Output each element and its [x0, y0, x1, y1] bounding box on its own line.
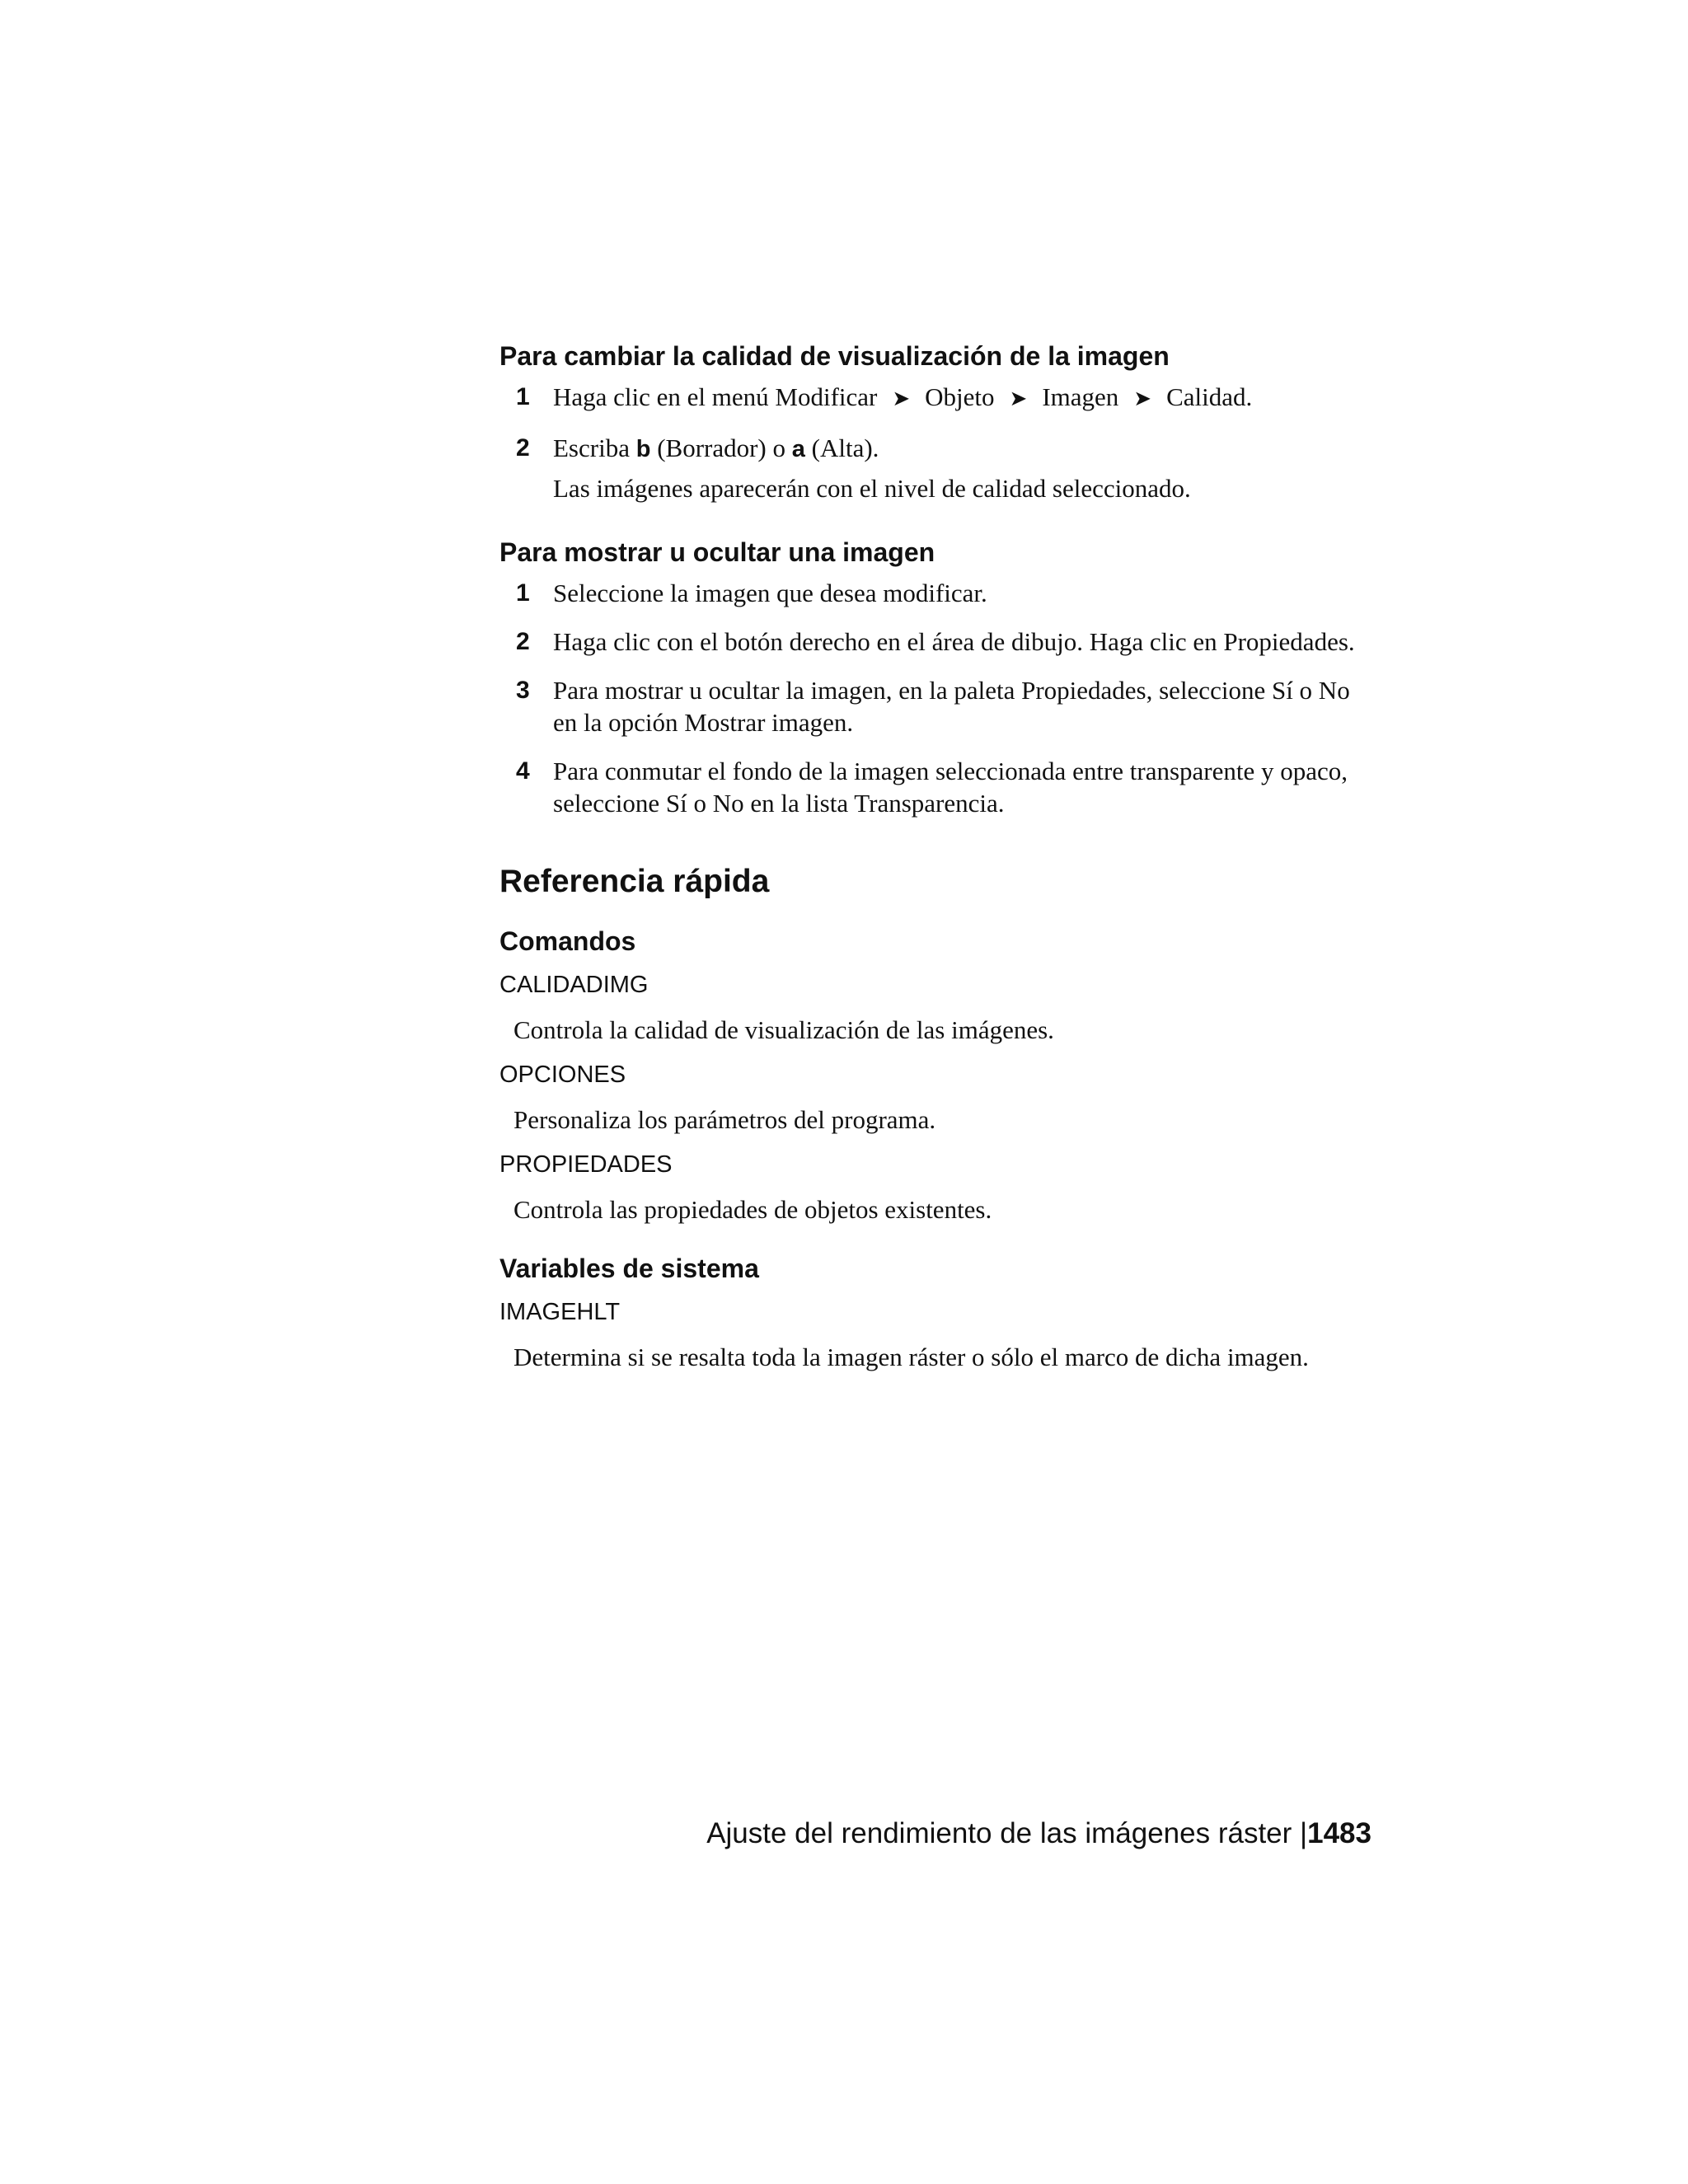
step-number: 2	[516, 628, 530, 655]
menu-arrow-icon: ➤	[892, 387, 911, 411]
step-number: 2	[516, 434, 530, 462]
variable-name: IMAGEHLT	[499, 1299, 621, 1325]
footer-chapter-title: Ajuste del rendimiento de las imágenes ráster	[706, 1817, 1292, 1849]
step-text: Seleccione la imagen que desea modificar.	[553, 579, 987, 607]
step-text-b: (Borrador) o	[657, 434, 785, 462]
step-text-start: Haga clic en el menú Modificar	[553, 382, 878, 411]
page-number: 1483	[1307, 1817, 1372, 1849]
step-number: 1	[516, 579, 530, 607]
step-text-c: (Alta).	[811, 434, 879, 462]
step-text: Para conmutar el fondo de la imagen seleccionada entre transparente y opaco, seleccione Sí o No en la lista Transparencia.	[553, 757, 1348, 818]
footer-divider: |	[1300, 1817, 1308, 1849]
steps-list-quality	[499, 381, 1373, 504]
steps-list-show-hide	[499, 577, 1373, 819]
step-text: Para mostrar u ocultar la imagen, en la paleta Propiedades, seleccione Sí o No en la opción Mostrar imagen.	[553, 676, 1350, 737]
variable-description: Determina si se resalta toda la imagen ráster o sólo el marco de dicha imagen.	[513, 1343, 1309, 1371]
procedure-heading-show-hide: Para mostrar u ocultar una imagen	[499, 537, 935, 567]
step-text: Haga clic con el botón derecho en el área de dibujo. Haga clic en Propiedades.	[553, 627, 1355, 656]
menu-item-objeto: Objeto	[925, 382, 995, 411]
menu-arrow-icon: ➤	[1133, 387, 1152, 411]
step-item	[499, 577, 1373, 609]
command-name: OPCIONES	[499, 1062, 626, 1088]
variables-heading: Variables de sistema	[499, 1254, 759, 1283]
commands-list	[499, 969, 1373, 1226]
command-description: Controla las propiedades de objetos existentes.	[513, 1195, 992, 1224]
command-description: Personaliza los parámetros del programa.	[513, 1105, 936, 1134]
procedure-heading-quality: Para cambiar la calidad de visualización de la imagen	[499, 341, 1170, 371]
step-item	[499, 674, 1373, 738]
step-text	[553, 432, 1373, 504]
command-name: PROPIEDADES	[499, 1151, 673, 1178]
commands-heading: Comandos	[499, 926, 636, 956]
step-number: 3	[516, 677, 530, 704]
menu-item-calidad: Calidad.	[1166, 382, 1253, 411]
key-b: b	[635, 436, 651, 462]
command-name: CALIDADIMG	[499, 972, 649, 998]
step-item	[499, 755, 1373, 819]
key-a: a	[791, 436, 805, 462]
step-number: 4	[516, 757, 530, 785]
command-description: Controla la calidad de visualización de las imágenes.	[513, 1015, 1054, 1044]
page-footer	[706, 1816, 1372, 1852]
variables-list	[499, 1296, 1373, 1373]
step-item	[499, 432, 1373, 504]
menu-arrow-icon: ➤	[1009, 387, 1028, 411]
section-title-quick-reference: Referencia rápida	[499, 864, 770, 899]
step-item	[499, 381, 1373, 415]
menu-item-imagen: Imagen	[1042, 382, 1119, 411]
step-result: Las imágenes aparecerán con el nivel de calidad seleccionado.	[553, 474, 1191, 503]
step-number: 1	[516, 383, 530, 410]
step-text	[553, 381, 1373, 415]
step-item	[499, 626, 1373, 658]
step-text-a: Escriba	[553, 434, 630, 462]
page-content	[499, 340, 1373, 1373]
